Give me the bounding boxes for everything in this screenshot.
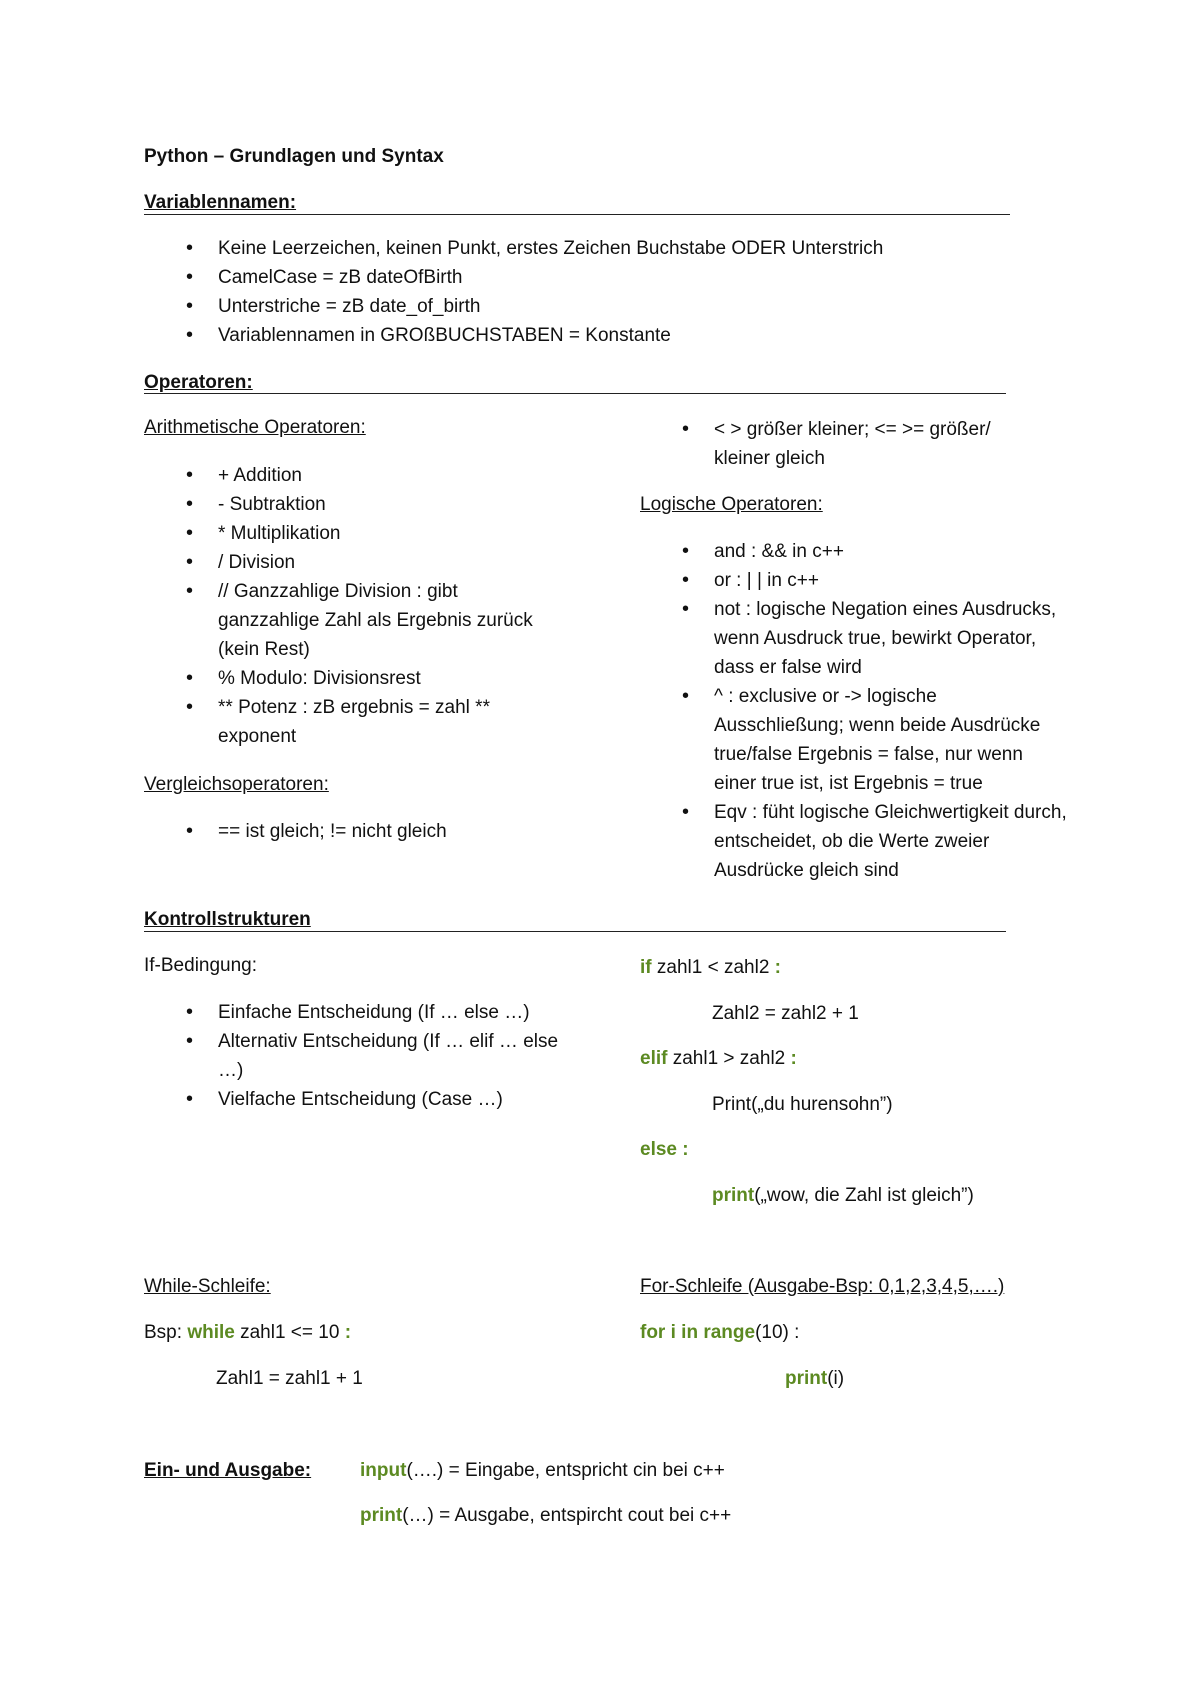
subheading-if: If-Bedingung: xyxy=(144,955,258,976)
code-line-while-body: Zahl1 = zahl1 + 1 xyxy=(216,1368,363,1389)
list-item: • CamelCase = zB dateOfBirth xyxy=(144,263,1044,292)
code-line-elif xyxy=(640,1044,797,1073)
code-line-while xyxy=(144,1318,351,1347)
list-item: • / Division xyxy=(144,548,544,577)
code-colon: : xyxy=(344,1322,352,1343)
list-item: • < > größer kleiner; <= >= größer/ kleiner gleich xyxy=(640,415,1010,473)
keyword-print: print xyxy=(785,1368,828,1389)
list-item: • or : | | in c++ xyxy=(640,566,1070,595)
subheading-logic: Logische Operatoren: xyxy=(640,494,823,515)
page-title: Python – Grundlagen und Syntax xyxy=(144,146,444,167)
section-heading-kontrollstrukturen: Kontrollstrukturen xyxy=(144,909,311,930)
list-item: • // Ganzzahlige Division : gibt ganzzahlige Zahl als Ergebnis zurück (kein Rest) xyxy=(144,577,544,664)
code-colon: : xyxy=(774,957,781,978)
list-item: • ^ : exclusive or -> logische Ausschließung; wenn beide Ausdrücke true/false Ergebnis = false, nur wenn einer true ist, ist Ergebnis = true xyxy=(640,682,1070,798)
code-text: (…) = Ausgabe, entspircht cout bei c++ xyxy=(402,1505,732,1526)
list-item: • + Addition xyxy=(144,461,544,490)
section-heading-variablennamen: Variablennamen: xyxy=(144,192,297,213)
code-line-if xyxy=(640,953,781,982)
keyword-if: if xyxy=(640,957,652,978)
subheading-for: For-Schleife (Ausgabe-Bsp: 0,1,2,3,4,5,….) xyxy=(640,1276,1005,1297)
list-item: • - Subtraktion xyxy=(144,490,544,519)
if-list xyxy=(144,998,564,1114)
list-item: • Keine Leerzeichen, keinen Punkt, erstes Zeichen Buchstabe ODER Unterstrich xyxy=(144,234,1044,263)
code-text: zahl1 <= 10 xyxy=(234,1322,345,1343)
list-item: • Einfache Entscheidung (If … else …) xyxy=(144,998,564,1027)
io-input-line xyxy=(360,1456,725,1485)
io-print-line xyxy=(360,1501,731,1530)
code-text: (10) : xyxy=(755,1322,800,1343)
code-text: zahl1 > zahl2 xyxy=(667,1048,791,1069)
list-item: • Vielfache Entscheidung (Case …) xyxy=(144,1085,564,1114)
list-item: • == ist gleich; != nicht gleich xyxy=(144,817,564,846)
keyword-print: print xyxy=(712,1185,755,1206)
section-divider xyxy=(144,931,1006,932)
code-line-body1: Zahl2 = zahl2 + 1 xyxy=(712,1003,859,1024)
list-item: • Alternativ Entscheidung (If … elif … else …) xyxy=(144,1027,564,1085)
section-heading-io: Ein- und Ausgabe: xyxy=(144,1460,312,1481)
subheading-comparison: Vergleichsoperatoren: xyxy=(144,774,329,795)
list-item: • * Multiplikation xyxy=(144,519,544,548)
code-text: („wow, die Zahl ist gleich”) xyxy=(754,1185,974,1206)
section-heading-operatoren: Operatoren: xyxy=(144,372,253,393)
code-line-body2: Print(„du hurensohn”) xyxy=(712,1094,893,1115)
keyword-else: else : xyxy=(640,1139,689,1160)
keyword-while: while xyxy=(187,1322,235,1343)
subheading-arithmetic: Arithmetische Operatoren: xyxy=(144,417,366,438)
comparison-list-continued xyxy=(640,415,1010,473)
code-line-for-body xyxy=(785,1364,844,1393)
list-item: • ** Potenz : zB ergebnis = zahl ** exponent xyxy=(144,693,544,751)
keyword-print: print xyxy=(360,1505,403,1526)
code-text: Bsp: xyxy=(144,1322,188,1343)
subheading-while: While-Schleife: xyxy=(144,1276,271,1297)
list-item: • and : && in c++ xyxy=(640,537,1070,566)
logic-list xyxy=(640,537,1070,885)
keyword-elif: elif xyxy=(640,1048,668,1069)
list-item: • not : logische Negation eines Ausdrucks, wenn Ausdruck true, bewirkt Operator, dass er false wird xyxy=(640,595,1070,682)
code-text: (i) xyxy=(827,1368,845,1389)
list-item: • % Modulo: Divisionsrest xyxy=(144,664,544,693)
code-text: (….) = Eingabe, entspricht cin bei c++ xyxy=(406,1460,725,1481)
code-text: zahl1 < zahl2 xyxy=(651,957,775,978)
section-divider xyxy=(144,214,1010,215)
code-line-for xyxy=(640,1318,799,1347)
list-item: • Unterstriche = zB date_of_birth xyxy=(144,292,1044,321)
arithmetic-list xyxy=(144,461,544,751)
keyword-input: input xyxy=(360,1460,407,1481)
list-item: • Variablennamen in GROßBUCHSTABEN = Konstante xyxy=(144,321,1044,350)
code-colon: : xyxy=(790,1048,797,1069)
comparison-list xyxy=(144,817,564,846)
variablennamen-list xyxy=(144,234,1044,350)
section-divider xyxy=(144,393,1006,394)
keyword-for: for i in range xyxy=(640,1322,756,1343)
list-item: • Eqv : füht logische Gleichwertigkeit durch, entscheidet, ob die Werte zweier Ausdrücke gleich sind xyxy=(640,798,1070,885)
code-line-body3 xyxy=(712,1181,974,1210)
